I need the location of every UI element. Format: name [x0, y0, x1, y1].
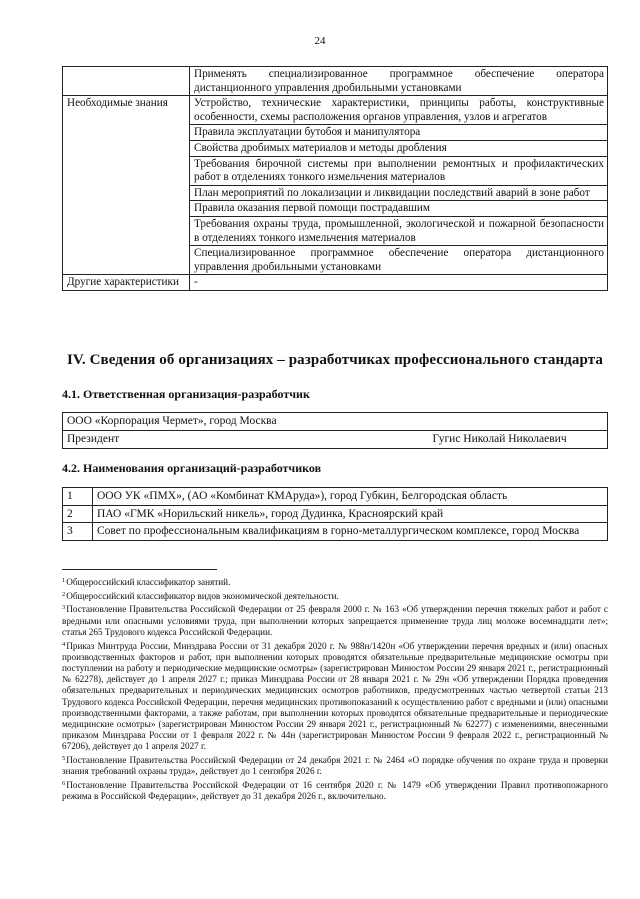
other-characteristics-label: Другие характеристики [63, 275, 190, 291]
footnote-text: Постановление Правительства Российской Федерации от 24 декабря 2021 г. № 2464 «О порядке обучения по охране труда и проверки знания требований охраны труда», действует до 1 сентября 2026 г. [62, 755, 608, 777]
knowledge-item: Применять специализированное программное обеспечение оператора дистанционного управления дробильными установками [190, 67, 608, 96]
responsible-org-name: ООО «Корпорация Чермет», город Москва [63, 413, 608, 431]
knowledge-item: Свойства дробимых материалов и методы дробления [190, 140, 608, 156]
footnote-marker: 3 [62, 604, 66, 612]
footnote-marker: 2 [62, 590, 66, 598]
table-row [63, 488, 608, 506]
footnote-marker: 6 [62, 779, 66, 787]
knowledge-item: План мероприятий по локализации и ликвидации последствий аварий в зоне работ [190, 185, 608, 201]
footnote [62, 602, 608, 638]
other-characteristics-value: - [190, 275, 608, 291]
footnote-divider [62, 569, 217, 570]
empty-label-cell [63, 67, 190, 96]
table-row [63, 523, 608, 541]
section-title: IV. Сведения об организациях – разработчиках профессионального стандарта [66, 352, 604, 368]
developer-name: ООО УК «ПМХ», (АО «Комбинат КМАруда»), город Губкин, Белгородская область [93, 488, 608, 506]
table-row [63, 275, 608, 291]
footnote [62, 753, 608, 777]
table-row [63, 96, 608, 125]
responsible-org-heading: 4.1. Ответственная организация-разработчик [62, 387, 310, 401]
signer-cell [63, 431, 608, 449]
knowledge-item: Правила оказания первой помощи пострадавшим [190, 201, 608, 217]
responsible-org-table [62, 412, 608, 449]
table-row [63, 413, 608, 431]
table-row [63, 67, 608, 96]
footnote-marker: 1 [62, 577, 66, 584]
footnote-marker: 4 [62, 640, 66, 648]
footnote-text: Постановление Правительства Российской Федерации от 25 февраля 2000 г. № 163 «Об утверждении перечня тяжелых работ и работ с вредными или опасными условиями труда, при выполнении которых запрещается применение труда лиц моложе восемнадцати лет»; статья 265 Трудового кодекса Российской Федерации. [62, 604, 608, 637]
row-number: 2 [63, 505, 93, 523]
developer-name: Совет по профессиональным квалификациям в горно-металлургическом комплексе, город Москва [93, 523, 608, 541]
footnote-text: Приказ Минтруда России, Минздрава России от 31 декабря 2020 г. № 988н/1420н «Об утверждении перечня вредных и (или) опасных производственных факторов и работ, при выполнении которых проводятся обязательные предварительные медицинские осмотры при поступлении на работу и периодические медицинские осмотры» (зарегистрирован Минюстом России 29 января 2021 г., регистрационный № 62278), действует до 1 апреля 2027 г.; приказ Минздрава России от 28 января 2021 г. № 29н «Об утверждении Порядка проведения обязательных предварительных и периодических медицинских осмотров работников, предусмотренных частью четвертой статьи 213 Трудового кодекса Российской Федерации, перечня медицинских противопоказаний к осуществлению работ с вредными и (или) опасными производственными факторами, а также работам, при выполнении которых проводятся обязательные предварительные и периодические медицинские осмотры» (зарегистрирован Минюстом России 29 января 2021 г., регистрационный № 62277) с изменениями, внесенными приказом Минздрава России от 1 февраля 2022 г. № 44н (зарегистрирован Минюстом России 9 февраля 2022 г., регистрационный № 67206), действует до 1 апреля 2027 г. [62, 640, 608, 752]
developers-table [62, 487, 608, 541]
row-number: 3 [63, 523, 93, 541]
footnote [62, 639, 608, 753]
required-knowledge-label: Необходимые знания [63, 96, 190, 275]
table-row [63, 431, 608, 449]
developers-heading: 4.2. Наименования организаций-разработчиков [62, 461, 322, 475]
footnote-marker: 5 [62, 755, 66, 763]
footnote-text: Общероссийский классификатор видов экономической деятельности. [66, 590, 339, 601]
page-number: 24 [314, 35, 326, 47]
footnotes [62, 575, 608, 803]
knowledge-item: Требования охраны труда, промышленной, экологической и пожарной безопасности в отделениях тонкого измельчения материалов [190, 216, 608, 245]
row-number: 1 [63, 488, 93, 506]
knowledge-table [62, 66, 608, 291]
developer-name: ПАО «ГМК «Норильский никель», город Дудинка, Красноярский край [93, 505, 608, 523]
knowledge-item: Специализированное программное обеспечение оператора дистанционного управления дробильными установками [190, 246, 608, 275]
knowledge-item: Устройство, технические характеристики, принципы работы, конструктивные особенности, схемы расположения органов управления, узлов и агрегатов [190, 96, 608, 125]
signer-name: Гугис Николай Николаевич [432, 433, 567, 445]
table-row [63, 505, 608, 523]
footnote-text: Общероссийский классификатор занятий. [66, 577, 231, 587]
knowledge-item: Требования бирочной системы при выполнении ремонтных и профилактических работ в отделениях тонкого измельчения материалов [190, 156, 608, 185]
signer-position: Президент [67, 433, 120, 445]
footnote-text: Постановление Правительства Российской Федерации от 16 сентября 2020 г. № 1479 «Об утверждении Правил противопожарного режима в Российской Федерации», действует до 31 декабря 2026 г., включительно. [62, 779, 608, 802]
footnote [62, 589, 608, 602]
footnote [62, 575, 608, 588]
footnote [62, 778, 608, 802]
knowledge-item: Правила эксплуатации бутобоя и манипулятора [190, 125, 608, 141]
